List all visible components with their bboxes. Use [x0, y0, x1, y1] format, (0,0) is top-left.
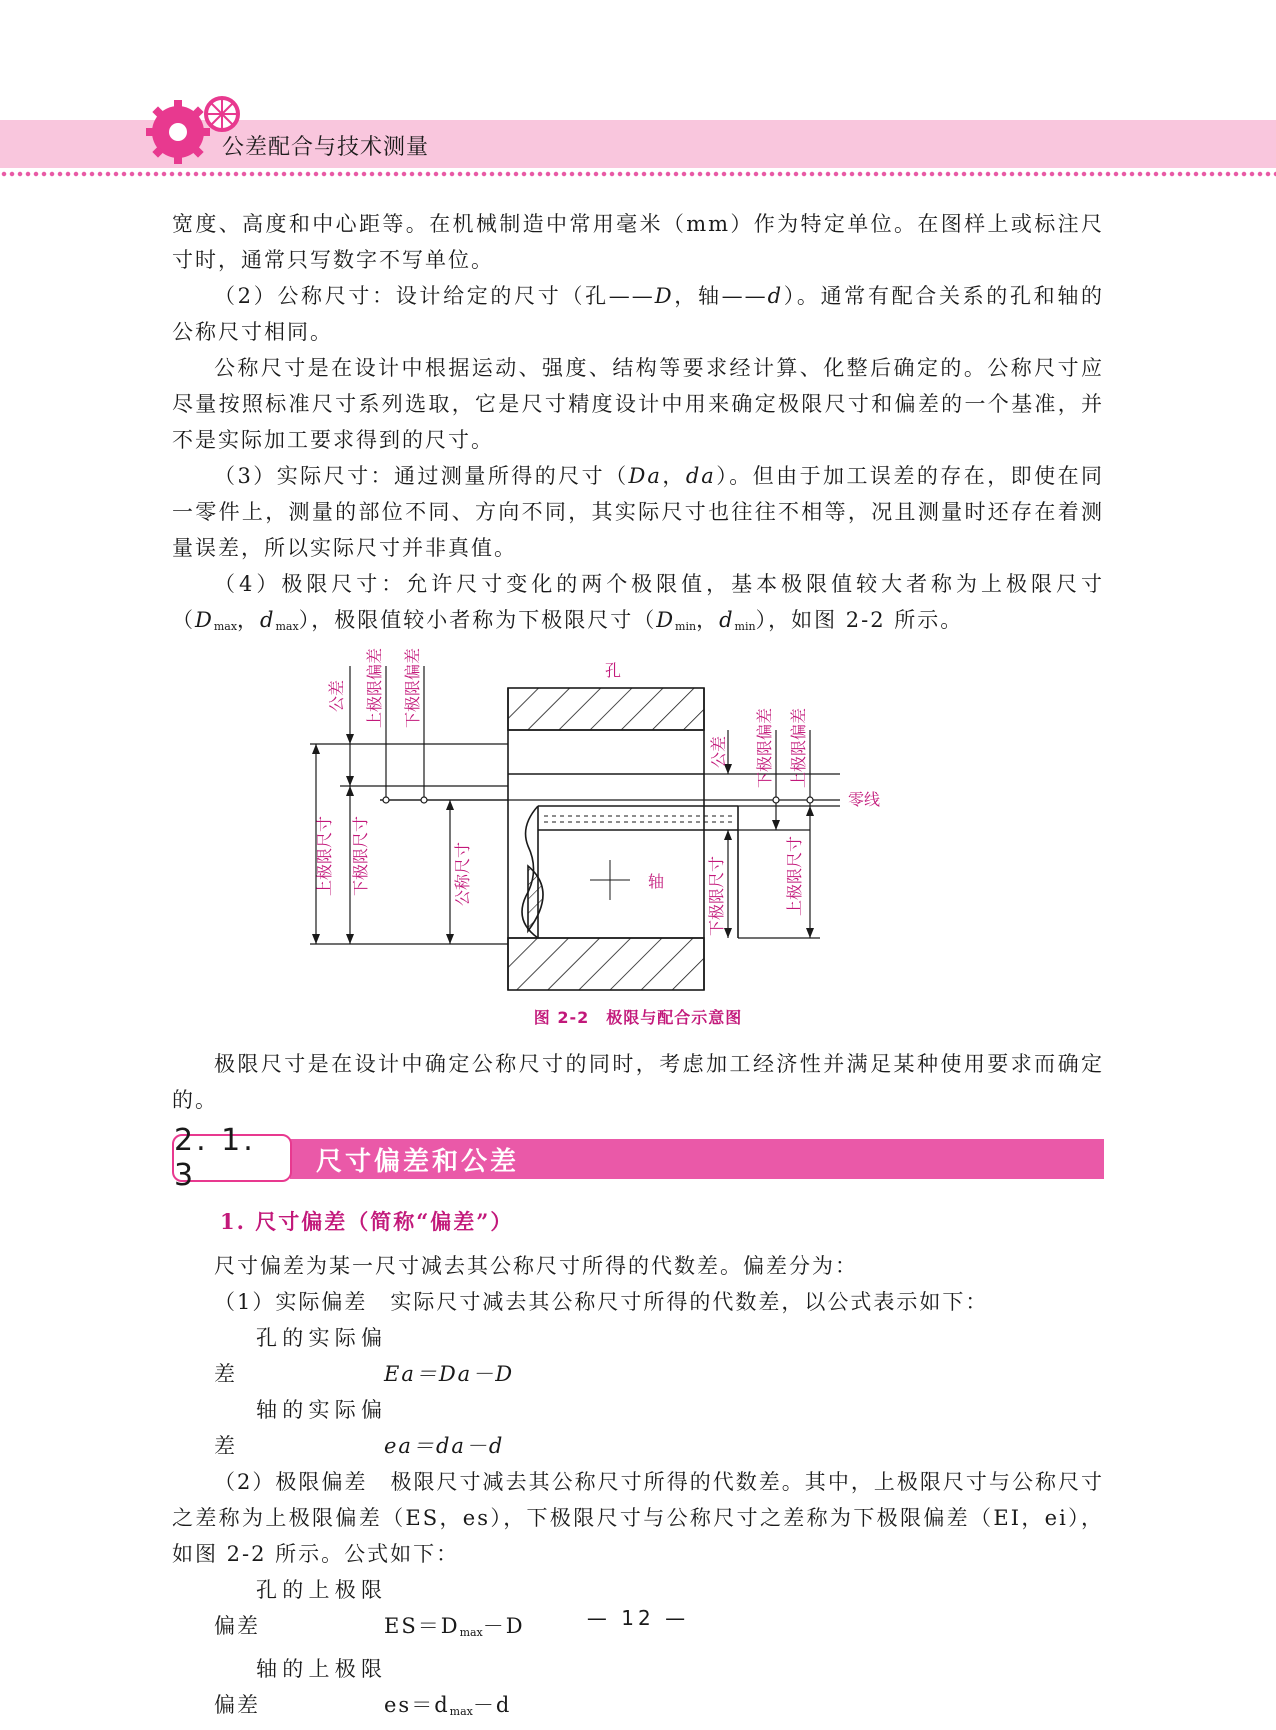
formula-hole-actual: 孔的实际偏差 Ea＝Da－D: [214, 1326, 515, 1386]
paragraph-4: （3）实际尺寸：通过测量所得的尺寸（Da，da）。但由于加工误差的存在，即使在同一零件上，测量的部位不同、方向不同，其实际尺寸也往往不相等，况且测量时还存在着测量误差，所以实际尺寸并非真值。: [172, 464, 1105, 560]
label-hole: 孔: [605, 661, 622, 680]
formula-shaft-actual: 轴的实际偏差 ea＝da－d: [214, 1398, 505, 1458]
paragraph-5: （4）极限尺寸：允许尺寸变化的两个极限值，基本极限值较大者称为上极限尺寸（$D_{max}$，$d_{max}$），极限值较小者称为下极限尺寸（$D_{min}$，$d_{min}$），如图 2-2 所示。: [172, 572, 1104, 633]
figure-caption: 图 2-2 极限与配合示意图: [533, 1008, 743, 1027]
label-right-lower-size: 下极限尺寸: [707, 855, 726, 936]
label-right-tolerance: 公差: [709, 735, 728, 768]
section-title: 尺寸偏差和公差: [290, 1139, 1104, 1179]
body-text-top: [172, 206, 1104, 645]
formula-hole-upper: 孔的上极限偏差 $ES=D_{max}-D$: [214, 1578, 525, 1639]
label-left-upper-size: 上极限尺寸: [315, 815, 334, 896]
label-left-upper-deviation: 上极限偏差: [365, 647, 384, 728]
label-right-lower-deviation: 下极限偏差: [755, 707, 774, 788]
deviation-limit: （2）极限偏差 极限尺寸减去其公称尺寸所得的代数差。其中，上极限尺寸与公称尺寸之差称为上极限偏差（ES，es），下极限尺寸与公称尺寸之差称为下极限偏差（EI，ei），如图 2-2 所示。公式如下：: [172, 1470, 1104, 1566]
label-left-lower-size: 下极限尺寸: [351, 815, 370, 896]
body-text-middle: [172, 1046, 1104, 1118]
page-number: — 12 —: [586, 1606, 690, 1630]
subsection-title: 1. 尺寸偏差（简称“偏差”）: [220, 1209, 514, 1234]
body-text-bottom: [172, 1248, 1104, 1730]
paragraph-2: （2）公称尺寸：设计给定的尺寸（孔——D，轴——d）。通常有配合关系的孔和轴的公称尺寸相同。: [172, 284, 1104, 344]
label-shaft: 轴: [648, 872, 665, 891]
formula-shaft-upper: 轴的上极限偏差 $es=d_{max}-d$: [214, 1657, 512, 1718]
section-number: 2. 1. 3: [172, 1134, 292, 1182]
paragraph-3: 公称尺寸是在设计中根据运动、强度、结构等要求经计算、化整后确定的。公称尺寸应尽量按照标准尺寸系列选取，它是尺寸精度设计中用来确定极限尺寸和偏差的一个基准，并不是实际加工要求得到的尺寸。: [172, 356, 1104, 452]
header-title: 公差配合与技术测量: [222, 135, 430, 160]
deviation-actual: （1）实际偏差 实际尺寸减去其公称尺寸所得的代数差，以公式表示如下：: [214, 1290, 989, 1314]
paragraph-1: 宽度、高度和中心距等。在机械制造中常用毫米（mm）作为特定单位。在图样上或标注尺寸时，通常只写数字不写单位。: [172, 212, 1104, 272]
label-left-lower-deviation: 下极限偏差: [403, 647, 422, 728]
label-zero-line: 零线: [848, 790, 881, 809]
label-right-upper-deviation: 上极限偏差: [789, 707, 808, 788]
paragraph-6: 极限尺寸是在设计中确定公称尺寸的同时，考虑加工经济性并满足某种使用要求而确定的。: [172, 1052, 1104, 1112]
deviation-intro: 尺寸偏差为某一尺寸减去其公称尺寸所得的代数差。偏差分为：: [214, 1254, 858, 1278]
limit-fit-diagram: [300, 646, 940, 996]
label-left-tolerance: 公差: [327, 679, 346, 712]
header-dotted-rule: [0, 170, 1276, 178]
label-nominal-size: 公称尺寸: [453, 841, 472, 906]
label-right-upper-size: 上极限尺寸: [785, 835, 804, 916]
